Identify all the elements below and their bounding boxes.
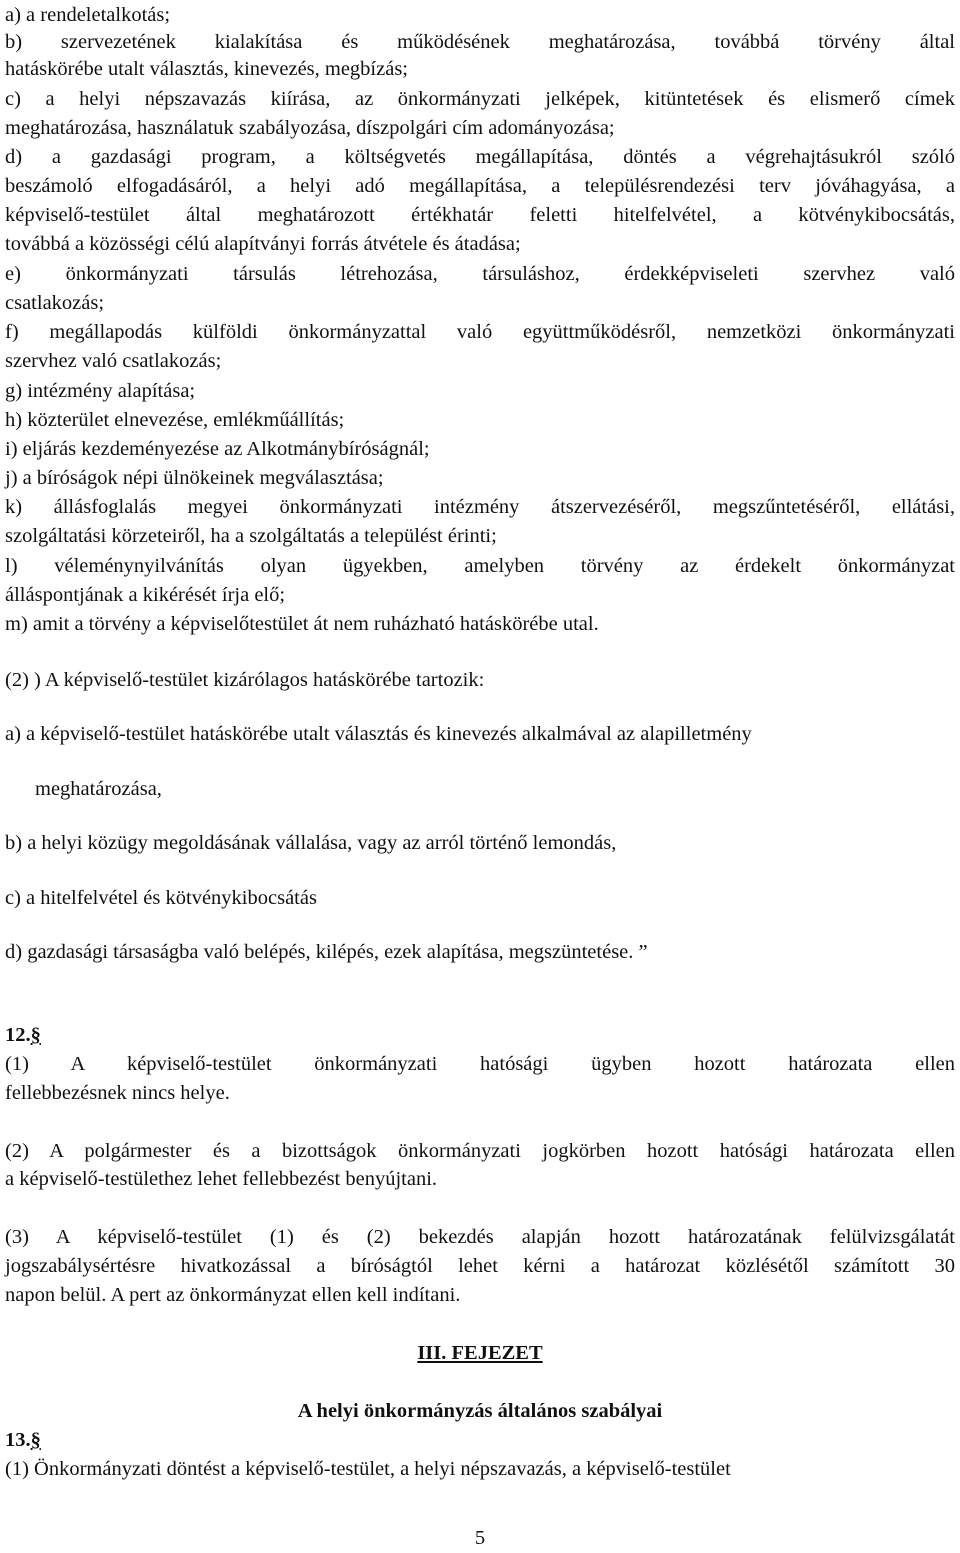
section-12-para3-line3: napon belül. A pert az önkormányzat ellen kell indítani.: [5, 1284, 461, 1306]
section-12-para3-line1: (3) A képviselő-testület (1) és (2) bekezdés alapján hozott határozatának felülvizsgálatát: [5, 1226, 955, 1248]
list-item-c-line1: c) a helyi népszavazás kiírása, az önkormányzati jelképek, kitüntetések és elismerő címek: [5, 88, 955, 110]
section-12-para2-line2: a képviselő-testülethez lehet fellebbezést benyújtani.: [5, 1168, 438, 1190]
paragraph-2-heading: (2) ) A képviselő-testület kizárólagos hatáskörébe tartozik:: [5, 669, 485, 691]
list-item-d-line2: beszámoló elfogadásáról, a helyi adó megállapítása, a településrendezési terv jóváhagyása, a: [5, 175, 955, 197]
list-item-d-line4: továbbá a közösségi célú alapítványi forrás átvétele és átadása;: [5, 233, 521, 255]
chapter-subtitle: A helyi önkormányzás általános szabályai: [297, 1400, 663, 1422]
section-13-para1-line1: (1) Önkormányzati döntést a képviselő-testület, a helyi népszavazás, a képviselő-testület: [5, 1458, 731, 1480]
list-item-m: m) amit a törvény a képviselőtestület át nem ruházható hatáskörébe utal.: [5, 613, 599, 635]
section-12-para1-line2: fellebbezésnek nincs helye.: [5, 1082, 230, 1104]
list-item-j: j) a bíróságok népi ülnökeinek megválasztása;: [5, 467, 384, 489]
list-item-b-line2: hatáskörébe utalt választás, kinevezés, megbízás;: [5, 58, 409, 80]
list-item-l-line2: álláspontjának a kikérését írja elő;: [5, 584, 286, 606]
list-item-l-line1: l) véleménynyilvánítás olyan ügyekben, amelyben törvény az érdekelt önkormányzat: [5, 555, 955, 577]
section-12-heading: [5, 1022, 955, 1048]
paragraph-2-item-a-line1: a) a képviselő-testület hatáskörébe utalt választás és kinevezés alkalmával az alapilletmény: [5, 723, 752, 745]
section-sign: §: [30, 1429, 41, 1451]
page-number: 5: [474, 1527, 486, 1549]
list-item-f-line1: f) megállapodás külföldi önkormányzattal való együttműködésről, nemzetközi önkormányzati: [5, 321, 955, 343]
section-13-heading: [5, 1427, 955, 1453]
list-item-f-line2: szervhez való csatlakozás;: [5, 350, 222, 372]
list-item-c-line2: meghatározása, használatuk szabályozása, díszpolgári cím adományozása;: [5, 117, 615, 139]
paragraph-2-item-d: d) gazdasági társaságba való belépés, kilépés, ezek alapítása, megszüntetése. ”: [5, 941, 648, 963]
list-item-e-line2: csatlakozás;: [5, 292, 105, 314]
list-item-d-line1: d) a gazdasági program, a költségvetés megállapítása, döntés a végrehajtásukról szóló: [5, 146, 955, 168]
list-item-k-line2: szolgáltatási körzeteiről, ha a szolgáltatás a települést érinti;: [5, 525, 497, 547]
section-12-para1-line1: (1) A képviselő-testület önkormányzati hatósági ügyben hozott határozata ellen: [5, 1053, 955, 1075]
section-sign: §: [30, 1024, 41, 1046]
section-12-number: 12.: [5, 1024, 31, 1046]
list-item-i: i) eljárás kezdeményezése az Alkotmánybíróságnál;: [5, 438, 430, 460]
list-item-h: h) közterület elnevezése, emlékműállítás;: [5, 409, 345, 431]
list-item-e-line1: e) önkormányzati társulás létrehozása, társuláshoz, érdekképviseleti szervhez való: [5, 263, 955, 285]
list-item-k-line1: k) állásfoglalás megyei önkormányzati intézmény átszervezéséről, megszűntetéséről, ellátási,: [5, 496, 955, 518]
list-item-d-line3: képviselő-testület által meghatározott értékhatár feletti hitelfelvétel, a kötvénykibocsátás,: [5, 204, 955, 226]
paragraph-2-item-a-line2: meghatározása,: [35, 778, 162, 800]
section-12-para2-line1: (2) A polgármester és a bizottságok önkormányzati jogkörben hozott hatósági határozata ellen: [5, 1140, 955, 1162]
paragraph-2-item-b: b) a helyi közügy megoldásának vállalása, vagy az arról történő lemondás,: [5, 832, 617, 854]
chapter-title: III. FEJEZET: [417, 1342, 543, 1364]
paragraph-2-item-c: c) a hitelfelvétel és kötvénykibocsátás: [5, 887, 317, 909]
section-13-number: 13.: [5, 1429, 31, 1451]
list-item-b-line1: b) szervezetének kialakítása és működésének meghatározása, továbbá törvény által: [5, 31, 955, 53]
list-item-a: a) a rendeletalkotás;: [5, 4, 171, 26]
list-item-g: g) intézmény alapítása;: [5, 380, 196, 402]
section-12-para3-line2: jogszabálysértésre hivatkozással a bíróságtól lehet kérni a határozat közlésétől számított 30: [5, 1255, 955, 1277]
